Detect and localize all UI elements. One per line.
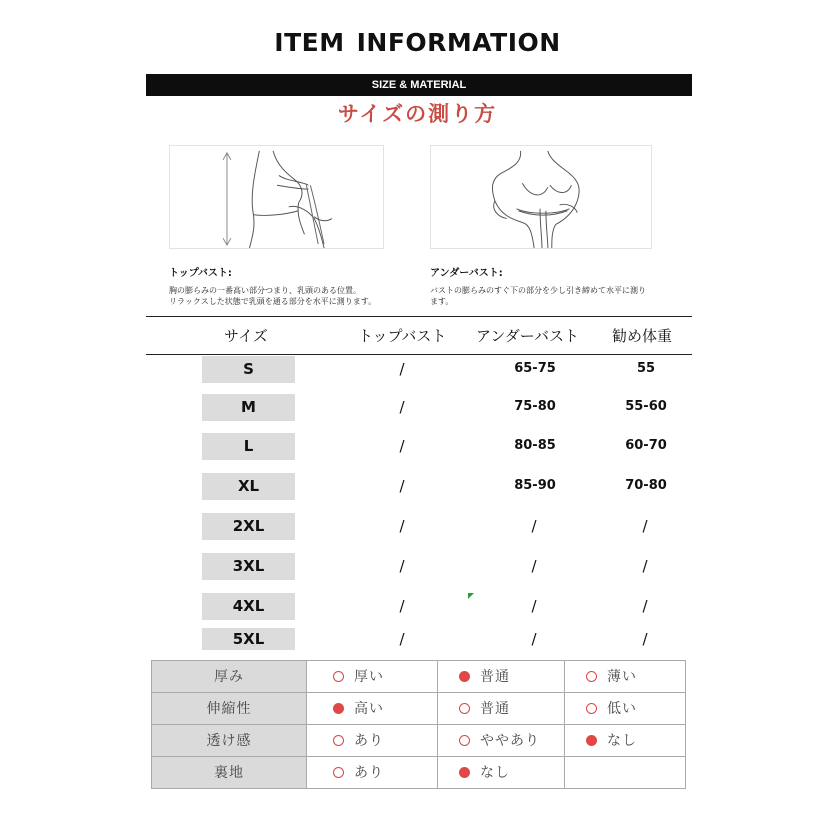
material-option: [459, 661, 510, 692]
radio-empty-icon: [586, 671, 597, 682]
option-label: 薄い: [607, 669, 637, 685]
top-bust-desc-line1: 胸の膨らみの一番高い部分つまり、乳頭のある位置。: [169, 286, 361, 295]
material-option: [459, 693, 510, 724]
header-under-bust: アンダーバスト: [476, 327, 580, 345]
option-label: 普通: [480, 701, 510, 717]
weight-value: 55: [636, 361, 656, 376]
weight-value: /: [642, 517, 648, 535]
radio-filled-icon: [586, 735, 597, 746]
material-option: [586, 661, 637, 692]
cell-divider: [564, 661, 565, 692]
cell-divider: [437, 661, 438, 692]
top-bust-figure: [170, 146, 383, 248]
under-bust-value: 75-80: [514, 399, 556, 414]
top-bust-value: /: [399, 477, 405, 495]
top-bust-desc-line2: リラックスした状態で乳頭を通る部分を水平に測ります。: [169, 297, 377, 306]
material-option: [586, 725, 637, 756]
option-label: あり: [354, 733, 384, 749]
top-bust-value: /: [399, 557, 405, 575]
size-label: XL: [202, 473, 295, 500]
size-label: L: [202, 433, 295, 460]
weight-value: /: [642, 557, 648, 575]
stray-mark: [468, 593, 474, 599]
cell-divider: [564, 757, 565, 788]
size-label: M: [202, 394, 295, 421]
top-bust-value: /: [399, 630, 405, 648]
option-label: なし: [480, 765, 510, 781]
section-banner: SIZE & MATERIAL: [146, 74, 692, 96]
title-word-item: ITEM: [274, 28, 345, 57]
top-bust-value: /: [399, 398, 405, 416]
material-option: [586, 693, 637, 724]
size-label: S: [202, 356, 295, 383]
radio-empty-icon: [459, 735, 470, 746]
material-label: 透け感: [152, 725, 307, 756]
top-bust-value: /: [399, 517, 405, 535]
material-row-sheerness: [152, 725, 685, 757]
option-label: 厚い: [354, 669, 384, 685]
material-option: [459, 757, 510, 788]
weight-value: 60-70: [625, 438, 667, 453]
material-row-thickness: [152, 661, 685, 693]
under-bust-value: 65-75: [514, 361, 556, 376]
material-option: [333, 693, 384, 724]
under-bust-value: 85-90: [514, 478, 556, 493]
material-row-lining: [152, 757, 685, 788]
cell-divider: [564, 693, 565, 724]
weight-value: 70-80: [625, 478, 667, 493]
under-bust-desc-line2: ます。: [430, 297, 454, 306]
header-weight: 勧め体重: [612, 327, 673, 345]
under-bust-value: /: [531, 517, 537, 535]
material-label: 厚み: [152, 661, 307, 692]
material-option: [333, 725, 384, 756]
radio-empty-icon: [333, 735, 344, 746]
under-bust-value: /: [531, 557, 537, 575]
option-label: 普通: [480, 669, 510, 685]
under-bust-value: 80-85: [514, 438, 556, 453]
top-bust-value: /: [399, 437, 405, 455]
top-bust-illustration: [169, 145, 384, 249]
top-bust-value: /: [399, 360, 405, 378]
header-top-bust: トップバスト: [358, 327, 447, 345]
radio-empty-icon: [333, 767, 344, 778]
weight-value: /: [642, 630, 648, 648]
radio-filled-icon: [459, 767, 470, 778]
material-row-stretch: [152, 693, 685, 725]
option-label: あり: [354, 765, 384, 781]
under-bust-desc-line1: バストの膨らみのすぐ下の部分を少し引き締めて水平に測り: [430, 286, 646, 295]
weight-value: /: [642, 597, 648, 615]
radio-empty-icon: [333, 671, 344, 682]
top-bust-heading: トップバスト:: [169, 268, 232, 279]
option-label: 低い: [607, 701, 637, 717]
material-table: [151, 660, 686, 789]
title-word-information: INFORMATION: [356, 28, 561, 57]
under-bust-heading: アンダーバスト:: [430, 268, 503, 279]
radio-empty-icon: [459, 703, 470, 714]
table-header-rule: [146, 354, 692, 355]
cell-divider: [437, 757, 438, 788]
size-label: 2XL: [202, 513, 295, 540]
size-label: 5XL: [202, 628, 295, 650]
measure-title: サイズの測り方: [337, 102, 498, 126]
cell-divider: [437, 693, 438, 724]
under-bust-illustration: [430, 145, 652, 249]
size-label: 4XL: [202, 593, 295, 620]
cell-divider: [437, 725, 438, 756]
cell-divider: [564, 725, 565, 756]
option-label: なし: [607, 733, 637, 749]
option-label: ややあり: [480, 733, 540, 749]
under-bust-value: /: [531, 630, 537, 648]
radio-empty-icon: [586, 703, 597, 714]
material-option: [459, 725, 540, 756]
radio-filled-icon: [459, 671, 470, 682]
page-title: [0, 28, 835, 57]
under-bust-figure: [431, 146, 651, 248]
material-option: [333, 661, 384, 692]
option-label: 高い: [354, 701, 384, 717]
weight-value: 55-60: [625, 399, 667, 414]
size-label: 3XL: [202, 553, 295, 580]
radio-filled-icon: [333, 703, 344, 714]
header-size: サイズ: [224, 327, 268, 345]
material-label: 裏地: [152, 757, 307, 788]
material-label: 伸縮性: [152, 693, 307, 724]
top-bust-value: /: [399, 597, 405, 615]
under-bust-value: /: [531, 597, 537, 615]
table-top-rule: [146, 316, 692, 317]
material-option: [333, 757, 384, 788]
